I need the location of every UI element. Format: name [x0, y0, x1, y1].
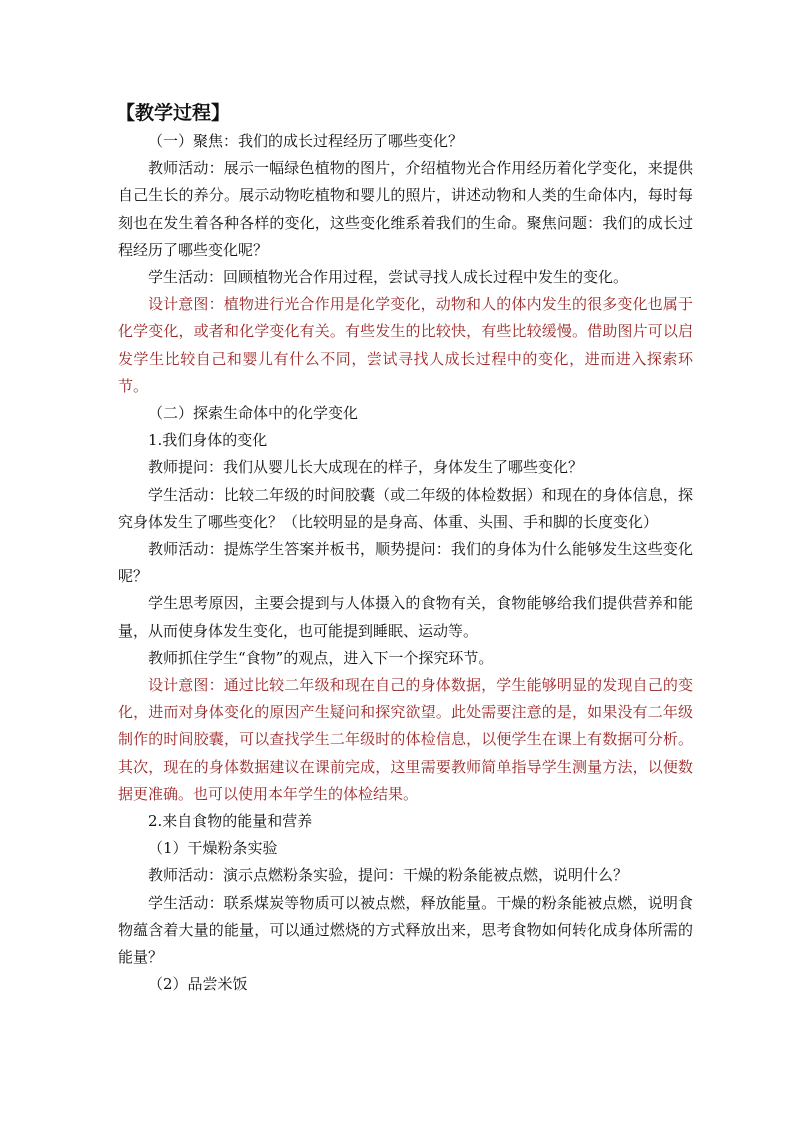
paragraph-teacher-activity-3: 教师活动：演示点燃粉条实验，提问：干燥的粉条能被点燃，说明什么？ — [148, 866, 629, 885]
paragraph-design-intent-2: 设计意图：通过比较二年级和现在自己的身体数据，学生能够明显的发现自己的变化，进而对身体变化的原因产生疑问和探究欲望。此处需要注意的是，如果没有二年级制作的时间胶囊，可以查找学生二年级时的体检信息，以便学生在课上有数据可分析。其次，现在的身体数据建议在课前完成，这里需要教师简单指导学生测量方法，以便数据更准确。也可以使用本年学生的体检结果。 — [118, 676, 693, 803]
section-heading: 【教学过程】 — [116, 102, 231, 124]
paragraph-teacher-activity-1: 教师活动：展示一幅绿色植物的图片，介绍植物光合作用经历着化学变化，来提供自己生长的养分。展示动物吃植物和婴儿的照片，讲述动物和人类的生命体内，每时每刻也在发生着各种各样的变化，这些变化维系着我们的生命。聚焦问题：我们的成长过程经历了哪些变化呢？ — [118, 159, 693, 259]
paragraph-subsection-1: 1.我们身体的变化 — [148, 431, 268, 450]
paragraph-design-intent-1: 设计意图：植物进行光合作用是化学变化，动物和人的体内发生的很多变化也属于化学变化，或者和化学变化有关。有些发生的比较快，有些比较缓慢。借助图片可以启发学生比较自己和婴儿有什么不同，尝试寻找人成长过程中的变化，进而进入探索环节。 — [118, 295, 693, 395]
paragraph-subsection-2: 2.来自食物的能量和营养 — [148, 812, 313, 831]
paragraph-teacher-activity-2: 教师活动：提炼学生答案并板书，顺势提问：我们的身体为什么能够发生这些变化呢？ — [118, 540, 693, 586]
paragraph-explore-title: （二）探索生命体中的化学变化 — [148, 404, 359, 423]
paragraph-teacher-transition: 教师抓住学生“食物”的观点，进入下一个探究环节。 — [148, 648, 494, 667]
paragraph-teacher-question: 教师提问：我们从婴儿长大成现在的样子，身体发生了哪些变化？ — [148, 458, 584, 477]
paragraph-student-thinking: 学生思考原因，主要会提到与人体摄入的食物有关，食物能够给我们提供营养和能量，从而使身体发生变化，也可能提到睡眠、运动等。 — [118, 594, 693, 640]
paragraph-tasting-title: （2）品尝米饭 — [148, 975, 248, 994]
paragraph-student-activity-3: 学生活动：联系煤炭等物质可以被点燃，释放能量。干燥的粉条能被点燃，说明食物蕴含着大量的能量，可以通过燃烧的方式释放出来，思考食物如何转化成身体所需的能量？ — [118, 893, 693, 967]
paragraph-student-activity-1: 学生活动：回顾植物光合作用过程，尝试寻找人成长过程中发生的变化。 — [148, 268, 629, 287]
paragraph-experiment-title: （1）干燥粉条实验 — [148, 839, 278, 858]
paragraph-student-activity-2: 学生活动：比较二年级的时间胶囊（或二年级的体检数据）和现在的身体信息，探究身体发生了哪些变化？（比较明显的是身高、体重、头围、手和脚的长度变化） — [118, 485, 693, 531]
paragraph-focus-title: （一）聚焦：我们的成长过程经历了哪些变化？ — [148, 132, 464, 150]
